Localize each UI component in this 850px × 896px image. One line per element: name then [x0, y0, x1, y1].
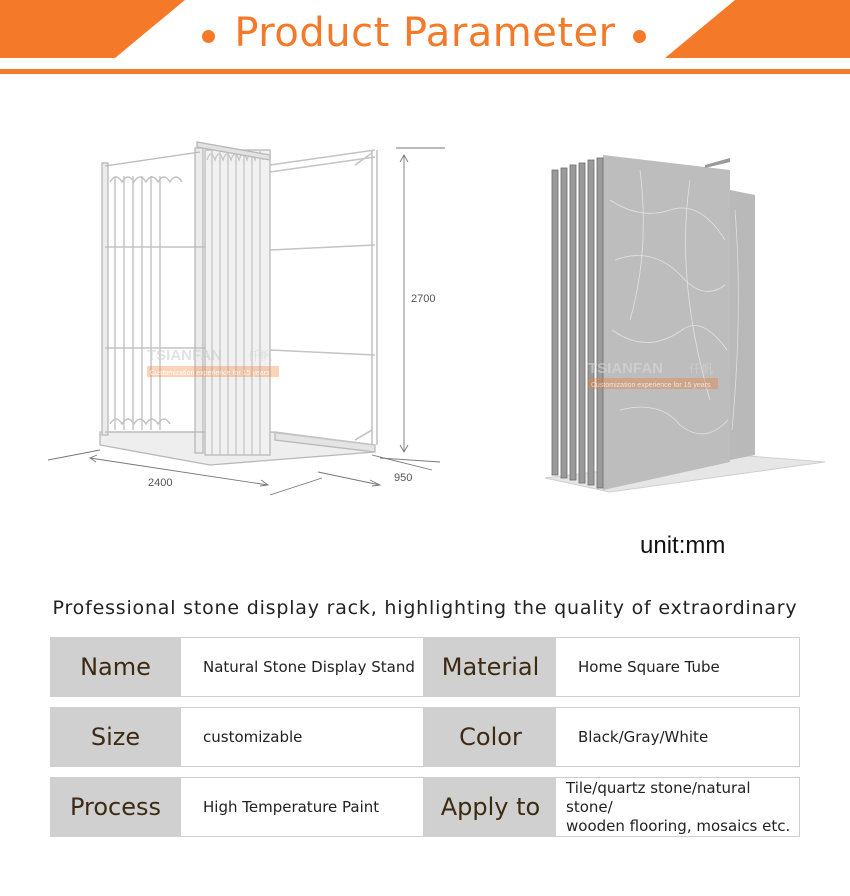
width-dimension-label: 2400 — [148, 477, 173, 489]
unit-label: unit:mm — [640, 532, 726, 559]
spec-value-name: Natural Stone Display Stand — [180, 637, 424, 697]
svg-text:仟帆: 仟帆 — [689, 362, 714, 376]
apply-to-line-2: wooden flooring, mosaics etc. — [566, 816, 791, 835]
spec-value-process: High Temperature Paint — [180, 777, 424, 837]
banner-underline — [0, 69, 850, 74]
spec-row — [50, 777, 800, 837]
svg-text:TSIANFAN: TSIANFAN — [147, 347, 222, 364]
product-drawings — [0, 90, 850, 510]
header-banner — [0, 0, 850, 76]
page-title: Product Parameter — [234, 10, 616, 56]
spec-value-material: Home Square Tube — [555, 637, 800, 697]
spec-label-name: Name — [50, 637, 181, 697]
spec-row — [50, 637, 800, 697]
svg-text:TSIANFAN: TSIANFAN — [588, 360, 663, 377]
rack-with-stone-slabs — [545, 155, 825, 492]
svg-text:Customization experience for 1: Customization experience for 15 years — [150, 370, 270, 377]
watermark-right — [588, 360, 718, 389]
watermark-left — [147, 347, 279, 377]
spec-label-color: Color — [424, 707, 557, 767]
apply-to-line-1: Tile/quartz stone/natural stone/ — [566, 778, 751, 816]
rack-line-drawing — [100, 142, 377, 465]
spec-label-process: Process — [50, 777, 181, 837]
spec-value-apply-to — [555, 777, 800, 837]
spec-value-color: Black/Gray/White — [555, 707, 800, 767]
height-dimension-label: 2700 — [411, 293, 436, 305]
svg-text:Customization experience for 1: Customization experience for 15 years — [591, 382, 711, 389]
svg-text:仟帆: 仟帆 — [248, 349, 273, 363]
spec-label-size: Size — [50, 707, 181, 767]
slogan: Professional stone display rack, highlighting the quality of extraordinary — [52, 597, 798, 619]
spec-value-size: customizable — [180, 707, 424, 767]
spec-row — [50, 707, 800, 767]
spec-label-apply-to: Apply to — [424, 777, 557, 837]
depth-dimension-label: 950 — [394, 472, 413, 484]
spec-label-material: Material — [424, 637, 557, 697]
